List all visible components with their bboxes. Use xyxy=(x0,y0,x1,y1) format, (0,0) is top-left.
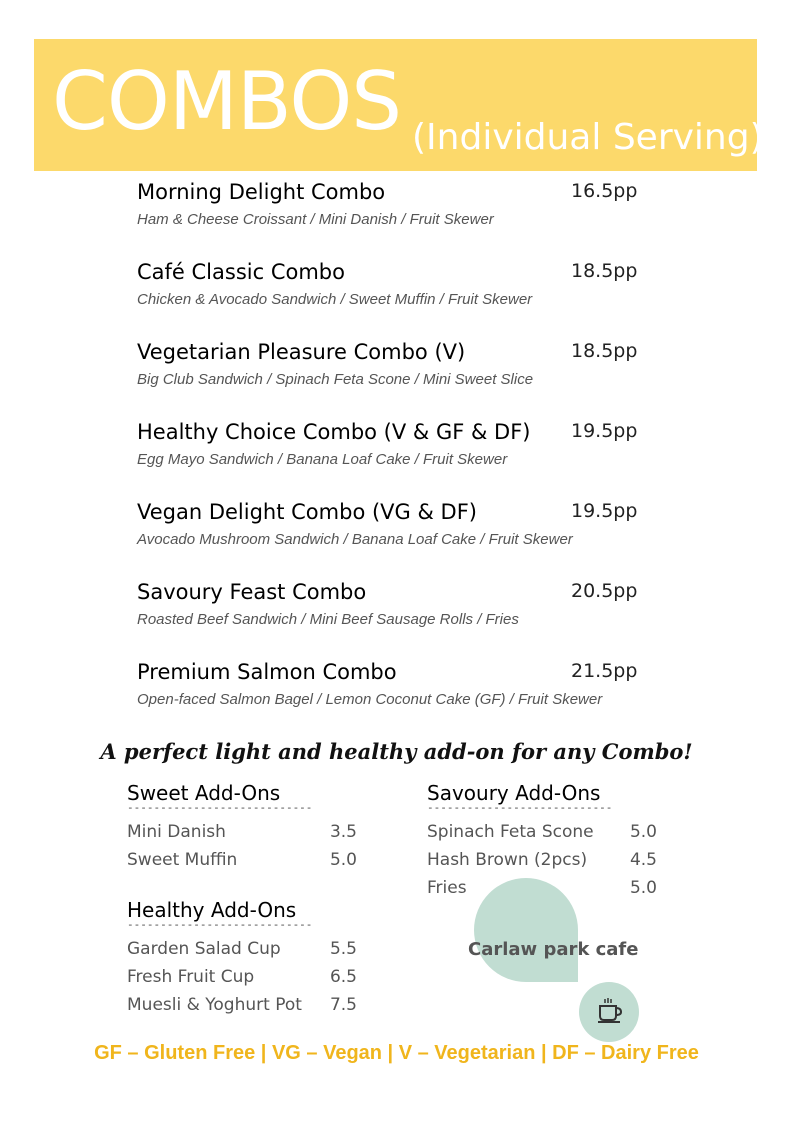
addon-name: Fresh Fruit Cup xyxy=(127,967,255,987)
addon-tagline: A perfect light and healthy add-on for any Combo! xyxy=(100,739,693,764)
savoury-addons-title: Savoury Add-Ons xyxy=(427,781,601,805)
combo-name: Vegetarian Pleasure Combo (V) xyxy=(137,340,466,364)
addon-row xyxy=(427,846,657,874)
addon-row xyxy=(127,846,357,874)
addon-row xyxy=(127,818,357,846)
divider: ---------------------------- xyxy=(427,804,613,812)
addon-row xyxy=(127,963,357,991)
addon-name: Sweet Muffin xyxy=(127,850,238,870)
addon-price: 5.5 xyxy=(329,939,357,959)
combo-description: Big Club Sandwich / Spinach Feta Scone / Mini Sweet Slice xyxy=(137,371,534,388)
combo-name: Vegan Delight Combo (VG & DF) xyxy=(137,500,477,524)
divider: ---------------------------- xyxy=(127,804,313,812)
addon-row xyxy=(427,818,657,846)
addon-price: 4.5 xyxy=(629,850,657,870)
combo-description: Roasted Beef Sandwich / Mini Beef Sausage Rolls / Fries xyxy=(137,611,519,628)
coffee-cup-icon xyxy=(594,994,626,1026)
combo-price: 19.5pp xyxy=(571,500,638,522)
combo-price: 16.5pp xyxy=(571,180,638,202)
sweet-addons-title: Sweet Add-Ons xyxy=(127,781,281,805)
combo-name: Savoury Feast Combo xyxy=(137,580,367,604)
dietary-legend: GF – Gluten Free | VG – Vegan | V – Vegetarian | DF – Dairy Free xyxy=(94,1042,699,1064)
combo-name: Premium Salmon Combo xyxy=(137,660,397,684)
healthy-addons xyxy=(127,899,357,1019)
addon-price: 5.0 xyxy=(629,878,657,898)
addon-name: Hash Brown (2pcs) xyxy=(427,850,588,870)
addon-price: 7.5 xyxy=(329,995,357,1015)
combo-description: Chicken & Avocado Sandwich / Sweet Muffin / Fruit Skewer xyxy=(137,291,533,308)
savoury-addons xyxy=(427,782,657,902)
page-title: COMBOS xyxy=(52,55,402,148)
addon-row xyxy=(127,935,357,963)
page-subtitle: (Individual Serving) xyxy=(412,117,764,158)
addon-name: Garden Salad Cup xyxy=(127,939,281,959)
combo-name: Café Classic Combo xyxy=(137,260,345,284)
combo-description: Egg Mayo Sandwich / Banana Loaf Cake / Fruit Skewer xyxy=(137,451,508,468)
cafe-logo-text: Carlaw park cafe xyxy=(468,939,639,960)
combo-price: 21.5pp xyxy=(571,660,638,682)
divider: ---------------------------- xyxy=(127,921,313,929)
combo-description: Ham & Cheese Croissant / Mini Danish / Fruit Skewer xyxy=(137,211,494,228)
addon-name: Spinach Feta Scone xyxy=(427,822,594,842)
combo-price: 18.5pp xyxy=(571,340,638,362)
addon-row xyxy=(127,991,357,1019)
addon-price: 5.0 xyxy=(329,850,357,870)
addon-name: Muesli & Yoghurt Pot xyxy=(127,995,302,1015)
addon-price: 5.0 xyxy=(629,822,657,842)
addon-name: Mini Danish xyxy=(127,822,226,842)
combo-price: 20.5pp xyxy=(571,580,638,602)
addon-row xyxy=(427,874,657,902)
combo-price: 19.5pp xyxy=(571,420,638,442)
addon-price: 3.5 xyxy=(329,822,357,842)
combo-description: Avocado Mushroom Sandwich / Banana Loaf Cake / Fruit Skewer xyxy=(137,531,573,548)
combo-price: 18.5pp xyxy=(571,260,638,282)
addon-name: Fries xyxy=(427,878,467,898)
combo-description: Open-faced Salmon Bagel / Lemon Coconut Cake (GF) / Fruit Skewer xyxy=(137,691,603,708)
healthy-addons-title: Healthy Add-Ons xyxy=(127,898,297,922)
sweet-addons xyxy=(127,782,357,874)
combo-name: Morning Delight Combo xyxy=(137,180,386,204)
combo-name: Healthy Choice Combo (V & GF & DF) xyxy=(137,420,531,444)
addon-price: 6.5 xyxy=(329,967,357,987)
